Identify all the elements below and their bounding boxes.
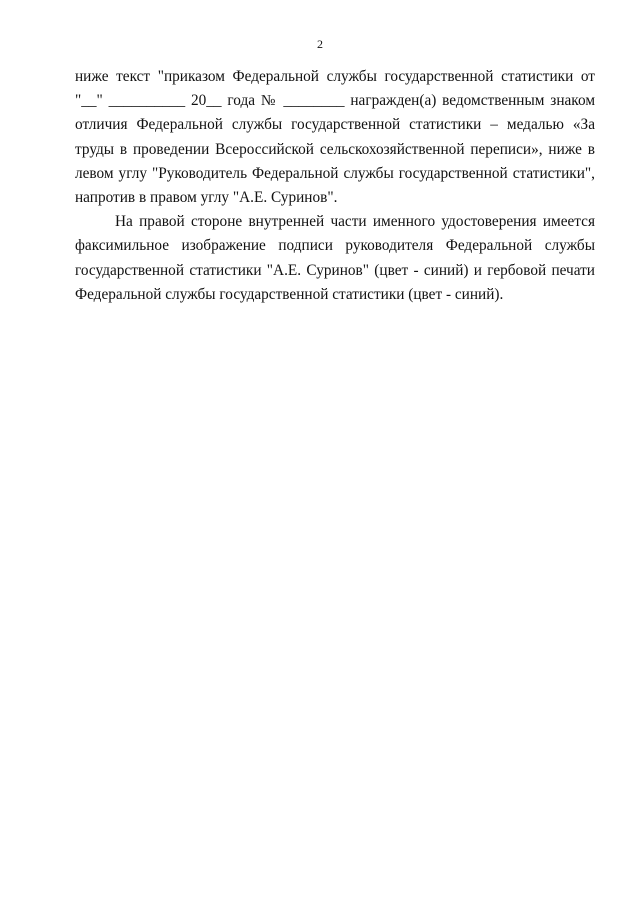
text-line: отличия Федеральной службы государственной статистики – медалью «За (75, 116, 595, 134)
text-line: "__" __________ 20__ года № ________ награжден(а) ведомственным знаком (75, 92, 595, 110)
page-number: 2 (317, 37, 323, 51)
text-line: факсимильное изображение подписи руководителя Федеральной службы (75, 237, 595, 255)
paragraph-facsimile-text (75, 210, 595, 307)
document-body (75, 65, 595, 307)
paragraph-award-text (75, 65, 595, 210)
text-line: государственной статистики "А.Е. Суринов" (цвет - синий) и гербовой печати (75, 261, 595, 279)
text-line: ниже текст "приказом Федеральной службы государственной статистики от (75, 68, 595, 85)
text-line: На правой стороне внутренней части именного удостоверения имеется (115, 213, 595, 231)
text-line: левом углу "Руководитель Федеральной службы государственной статистики", (75, 164, 595, 182)
text-line: труды в проведении Всероссийской сельскохозяйственной переписи», ниже в (75, 140, 595, 158)
text-line: Федеральной службы государственной статистики (цвет - синий). (75, 285, 504, 303)
text-line: напротив в правом углу "А.Е. Суринов". (75, 189, 338, 207)
